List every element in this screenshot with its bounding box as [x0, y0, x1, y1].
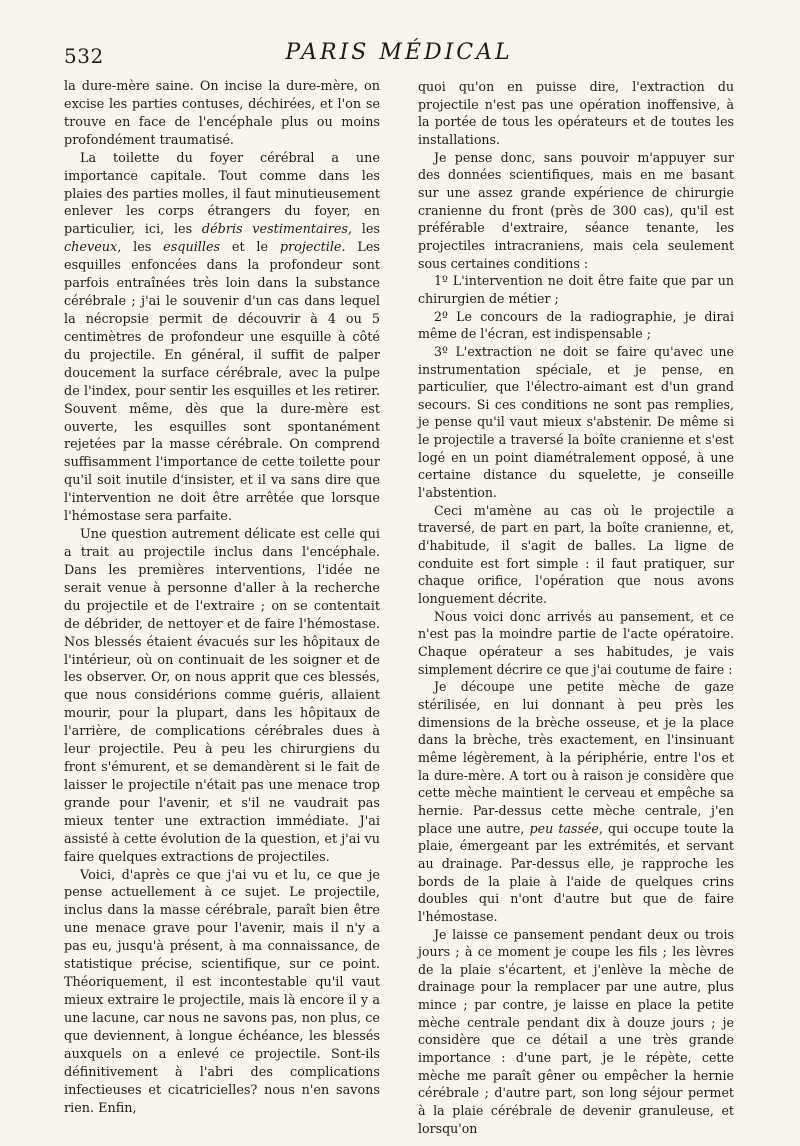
page-header [64, 40, 734, 74]
left-column [64, 78, 380, 1117]
paragraph: Une question autrement délicate est celle qui a trait au projectile inclus dans l'encéphale. Dans les premières interventions, l'idée ne serait venue à personne d'aller à la recherche du projectile et de l'extraire ; on se contentait de débrider, de nettoyer et de faire l'hémostase. Nos blessés étaient évacués sur les hôpitaux de l'intérieur, où on continuait de les soigner et de les observer. Or, on nous apprit que ces blessés, que nous considérions comme guéris, allaient mourir, pour la plupart, dans les hôpitaux de l'arrière, de complications cérébrales dues à leur projectile. Peu à peu les chirurgiens du front s'émurent, et se demandèrent si le fait de laisser le projectile n'était pas une menace trop grande pour l'avenir, et s'il ne vaudrait pas mieux tenter une extraction immédiate. J'ai assisté à cette évolution de la question, et j'ai vu faire quelques extractions de projectiles. [64, 527, 380, 865]
page-number: 532 [64, 44, 104, 68]
paragraph: la dure-mère saine. On incise la dure-mère, on excise les parties contuses, déchirées, et l'on se trouve en face de l'encéphale plus ou moins profondément traumatisé. [64, 79, 380, 148]
paragraph: Ceci m'amène au cas où le projectile a traversé, de part en part, la boîte cranienne, et, d'habitude, il s'agit de balles. La ligne de conduite est fort simple : il faut pratiquer, sur chaque orifice, l'opération que nous avons longuement décrite. [418, 502, 734, 607]
paragraph: Je découpe une petite mèche de gaze stérilisée, en lui donnant à peu près les dimensions de la brèche osseuse, et je la place dans la brèche, très exactement, en l'insinuant même légèrement, à la périphérie, entre l'os et la dure-mère. A tort ou à raison je considère que cette mèche maintient le cerveau et empêche sa hernie. Par-dessus cette mèche centrale, j'en place une autre, peu tassée, qui occupe toute la plaie, émergeant par les extrémités, et servant au drainage. Par-dessus elle, je rapproche les bords de la plaie à l'aide de quelques crins doubles qui n'ont d'autre but que de faire l'hémostase. [418, 679, 734, 924]
list-item: 3º L'extraction ne doit se faire qu'avec une instrumentation spéciale, et je pense, en particulier, que l'électro-aimant est d'un grand secours. Si ces conditions ne sont pas remplies, je pense qu'il vaut mieux s'abstenir. De même si le projectile a traversé la boîte cranienne et s'est logé en un point diamétralement opposé, à une certaine distance du squelette, je conseille l'abstention. [418, 343, 734, 501]
paragraph: La toilette du foyer cérébral a une importance capitale. Tout comme dans les plaies des parties molles, il faut minutieusement enlever les corps étrangers du foyer, en particulier, ici, les débris vestimentaires, les cheveux, les esquilles et le projectile. Les esquilles enfoncées dans la profondeur sont parfois entraînées très loin dans la substance cérébrale ; j'ai le souvenir d'un cas dans lequel la nécropsie permit de découvrir à 4 ou 5 centimètres de profondeur une esquille à côté du projectile. En général, il suffit de palper doucement la surface cérébrale, avec la pulpe de l'index, pour sentir les esquilles et les retirer. Souvent même, dès que la dure-mère est ouverte, les esquilles sont spontanément rejetées par la masse cérébrale. On comprend suffisamment l'importance de cette toilette pour qu'il soit inutile d'insister, et il va sans dire que l'intervention ne doit être arrêtée que lorsque l'hémostase sera parfaite. [64, 150, 380, 525]
right-column [418, 78, 734, 1137]
paragraph: quoi qu'on en puisse dire, l'extraction du projectile n'est pas une opération inoffensive, à la portée de tous les opérateurs et de toutes les installations. [418, 79, 734, 147]
journal-title: PARIS MÉDICAL [285, 40, 513, 65]
list-item: 2º Le concours de la radiographie, je dirai même de l'écran, est indispensable ; [418, 308, 734, 342]
paragraph: Je laisse ce pansement pendant deux ou trois jours ; à ce moment je coupe les fils ; les lèvres de la plaie s'écartent, et j'enlève la mèche de drainage pour la remplacer par une autre, plus mince ; par contre, je laisse en place la petite mèche centrale pendant dix à douze jours ; je considère que ce détail a une très grande importance : d'une part, je le répète, cette mèche me paraît gêner ou empêcher la hernie cérébrale ; d'autre part, son long séjour permet à la plaie cérébrale de devenir granuleuse, et lorsqu'on [418, 926, 734, 1136]
list-item: 1º L'intervention ne doit être faite que par un chirurgien de métier ; [418, 273, 734, 306]
paragraph: Je pense donc, sans pouvoir m'appuyer sur des données scientifiques, mais en me basant sur une assez grande expérience de chirurgie cranienne du front (près de 300 cas), qu'il est préférable d'extraire, séance tenante, les projectiles intracraniens, mais cela seulement sous certaines conditions : [418, 149, 734, 271]
paragraph: Nous voici donc arrivés au pansement, et ce n'est pas la moindre partie de l'acte opératoire. Chaque opérateur a ses habitudes, je vais simplement décrire ce que j'ai coutume de faire : [418, 608, 734, 677]
paragraph: Voici, d'après ce que j'ai vu et lu, ce que je pense actuellement à ce sujet. Le projectile, inclus dans la masse cérébrale, paraît bien être une menace grave pour l'avenir, mais il n'y a pas eu, jusqu'à présent, à ma connaissance, de statistique précise, scientifique, sur ce point. Théoriquement, il est incontestable qu'il vaut mieux extraire le projectile, mais là encore il y a une lacune, car nous ne savons pas, non plus, ce que deviennent, à longue échéance, les blessés auxquels on a enlevé ce projectile. Sont-ils définitivement à l'abri des complications infectieuses et cicatricielles? nous n'en savons rien. Enfin, [64, 867, 380, 1116]
